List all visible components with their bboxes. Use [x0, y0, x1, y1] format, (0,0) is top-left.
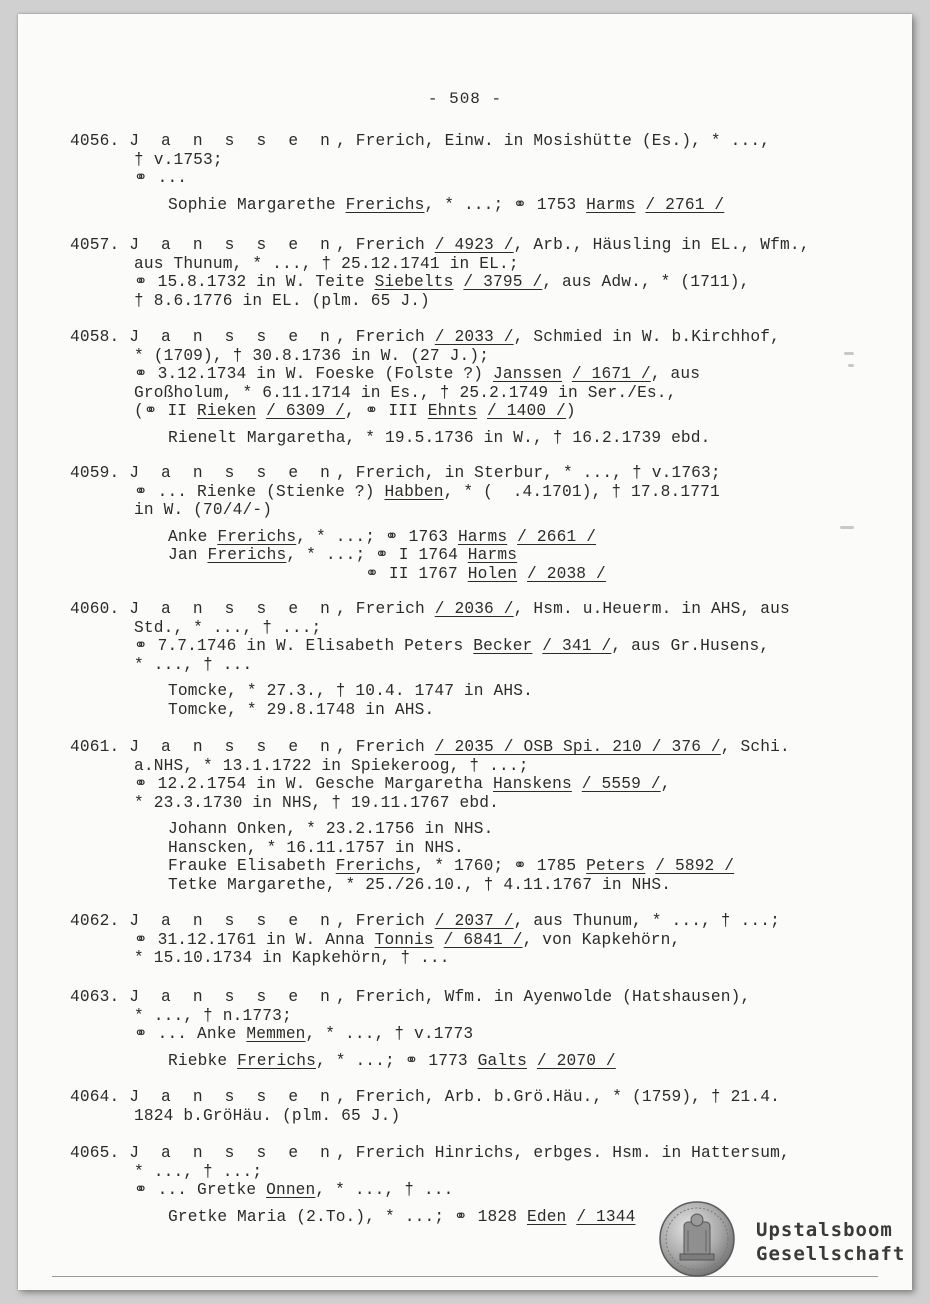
text-segment: Sophie Margarethe — [168, 195, 346, 214]
text-segment: 4061. — [70, 738, 130, 756]
child-line — [70, 701, 860, 720]
text-segment: ⚭ ... Anke — [134, 1025, 247, 1043]
entry-line — [70, 1107, 860, 1126]
reference-link-text: Harms — [457, 527, 508, 546]
entry-line — [70, 483, 860, 502]
text-segment: 4063. — [70, 988, 130, 1006]
entry-line — [70, 402, 860, 421]
reference-link-text: / 2036 / — [434, 600, 514, 618]
text-segment: * 23.3.1730 in NHS, † 19.11.1767 ebd. — [134, 793, 499, 812]
text-segment: , Frerich, in Sterbur, * ..., † v.1763; — [336, 464, 721, 482]
text-segment: * (1709), † 30.8.1736 in W. (27 J.); — [134, 346, 490, 365]
text-segment: , * ...; ⚭ 1763 — [296, 527, 458, 546]
entry-line — [70, 169, 860, 188]
genealogy-entry — [70, 328, 860, 447]
entry-line — [70, 384, 860, 403]
text-segment: , Arb., Häusling in EL., Wfm., — [513, 236, 810, 254]
entry-heading-line — [70, 1088, 860, 1107]
text-segment: , Frerich, Wfm. in Ayenwolde (Hatshausen), — [336, 988, 751, 1006]
reference-link-text: / 5892 / — [655, 857, 735, 875]
reference-link-text: / 2033 / — [434, 328, 514, 346]
entry-line — [70, 365, 860, 384]
reference-link-text: / 1671 / — [571, 365, 651, 383]
text-segment: 4059. — [70, 464, 130, 482]
text-segment: , Frerich — [336, 236, 435, 254]
surname-spaced: J a n s s e n — [129, 464, 337, 482]
surname-spaced: J a n s s e n — [129, 328, 337, 346]
entry-line — [70, 151, 860, 170]
entry-line — [70, 949, 860, 968]
text-segment: ⚭ ... Gretke — [134, 1181, 267, 1199]
text-segment — [532, 637, 542, 655]
entry-line — [70, 619, 860, 638]
text-segment: , aus Gr.Husens, — [611, 637, 770, 655]
child-line — [70, 839, 860, 858]
reference-link-text: Tonnis — [374, 930, 434, 949]
reference-link-text: Habben — [384, 482, 444, 501]
reference-link-text: Frerichs — [237, 1051, 316, 1070]
reference-link-text: Frerichs — [207, 546, 287, 564]
child-line — [70, 196, 860, 215]
text-segment: 4065. — [70, 1144, 130, 1162]
text-segment: Johann Onken, * 23.2.1756 in NHS. — [168, 820, 494, 838]
surname-spaced: J a n s s e n — [129, 1144, 337, 1162]
text-segment: , aus Thunum, * ..., † ...; — [513, 912, 780, 930]
text-segment: † 8.6.1776 in EL. (plm. 65 J.) — [134, 291, 430, 310]
entry-heading-line — [70, 328, 860, 347]
entry-heading-line — [70, 132, 860, 151]
genealogy-entry — [70, 738, 860, 894]
text-segment: , * ( .4.1701), † 17.8.1771 — [443, 482, 720, 501]
reference-link-text: Janssen — [492, 365, 563, 383]
reference-link-text: / 5559 / — [581, 775, 661, 793]
text-segment: Tetke Margarethe, * 25./26.10., † 4.11.1767 in NHS. — [168, 875, 672, 894]
reference-link-text: / 2761 / — [645, 195, 725, 214]
entry-line — [70, 1163, 860, 1182]
surname-spaced: J a n s s e n — [129, 1088, 337, 1106]
watermark-logo — [658, 1200, 908, 1280]
text-segment: , Frerich — [336, 328, 435, 346]
scan-smudge — [844, 352, 854, 355]
genealogy-entry — [70, 600, 860, 719]
text-segment: ⚭ 7.7.1746 in W. Elisabeth Peters — [134, 637, 474, 655]
text-segment — [454, 273, 464, 291]
text-segment: 4060. — [70, 600, 130, 618]
page-number: - 508 - — [427, 90, 503, 108]
text-segment: , * 1760; ⚭ 1785 — [414, 857, 587, 875]
scan-smudge — [840, 526, 854, 529]
reference-link-text: / 2661 / — [517, 527, 597, 546]
text-segment: Riebke — [168, 1051, 238, 1070]
text-segment — [566, 1208, 576, 1226]
text-segment: , ⚭ III — [345, 402, 428, 420]
scan-smudge — [848, 364, 854, 367]
text-segment: , * ..., † v.1773 — [305, 1025, 474, 1043]
text-segment: ) — [565, 402, 576, 420]
reference-link-text: Frerichs — [335, 857, 415, 875]
entry-line — [70, 931, 860, 950]
reference-link-text: / 2038 / — [526, 564, 606, 583]
reference-link-text: / 2035 / OSB Spi. 210 / 376 / — [434, 738, 721, 756]
text-segment: , aus — [650, 365, 701, 383]
text-segment — [256, 402, 266, 420]
entry-line — [70, 347, 860, 366]
surname-spaced: J a n s s e n — [129, 236, 337, 254]
text-segment: ⚭ 12.2.1754 in W. Gesche Margaretha — [134, 775, 493, 793]
reference-link-text: / 4923 / — [434, 236, 514, 254]
entry-heading-line — [70, 912, 860, 931]
genealogy-entry — [70, 464, 860, 583]
text-segment: Tomcke, * 27.3., † 10.4. 1747 in AHS. — [168, 682, 533, 700]
reference-link-text: Memmen — [246, 1025, 306, 1043]
text-segment: 4064. — [70, 1088, 130, 1106]
child-line — [70, 820, 860, 839]
child-line — [70, 429, 860, 448]
text-segment — [562, 365, 572, 383]
reference-link-text: Frerichs — [217, 527, 297, 546]
entry-line — [70, 273, 860, 292]
child-line — [70, 565, 860, 584]
reference-link-text: / 2070 / — [536, 1051, 616, 1070]
text-segment: , Schi. — [720, 738, 790, 756]
text-segment: aus Thunum, * ..., † 25.12.1741 in EL.; — [134, 254, 519, 273]
text-segment: , Hsm. u.Heuerm. in AHS, aus — [513, 600, 790, 618]
reference-link-text: / 1400 / — [487, 402, 566, 420]
surname-spaced: J a n s s e n — [129, 132, 337, 150]
surname-spaced: J a n s s e n — [129, 912, 337, 930]
text-segment: 4056. — [70, 132, 130, 150]
upstalsboom-seal-icon — [658, 1200, 736, 1278]
text-segment: * 15.10.1734 in Kapkehörn, † ... — [134, 949, 450, 967]
document-page — [18, 14, 912, 1290]
text-segment: Großholum, * 6.11.1714 in Es., † 25.2.1749 in Ser./Es., — [134, 383, 677, 402]
text-segment: ⚭ 3.12.1734 in W. Foeske (Folste ?) — [134, 365, 493, 383]
reference-link-text: Galts — [477, 1051, 527, 1070]
reference-link-text: / 2037 / — [434, 912, 514, 930]
reference-link-text: / 341 / — [542, 637, 612, 655]
reference-link-text: Holen — [467, 564, 518, 583]
surname-spaced: J a n s s e n — [129, 738, 337, 756]
text-segment — [572, 775, 582, 793]
text-segment: ⚭ II 1767 — [168, 564, 468, 583]
entry-line — [70, 501, 860, 520]
text-segment: ⚭ 31.12.1761 in W. Anna — [134, 930, 375, 949]
text-segment: Std., * ..., † ...; — [134, 618, 322, 637]
text-segment: Rienelt Margaretha, * 19.5.1736 in W., † 16.2.1739 ebd. — [168, 428, 711, 447]
text-segment: * ..., † ... — [134, 655, 253, 674]
text-segment — [434, 931, 444, 949]
text-segment: 4058. — [70, 328, 130, 346]
reference-link-text: / 6841 / — [443, 930, 523, 949]
text-segment: 4062. — [70, 912, 130, 930]
text-segment: , Frerich — [336, 600, 435, 618]
child-line — [70, 682, 860, 701]
text-segment: , Schmied in W. b.Kirchhof, — [513, 328, 780, 346]
text-segment: Gretke Maria (2.To.), * ...; ⚭ 1828 — [168, 1207, 527, 1226]
text-segment: * ..., † ...; — [134, 1162, 263, 1181]
text-segment: , Frerich, Arb. b.Grö.Häu., * (1759), † 21.4. — [336, 1088, 780, 1106]
entry-line — [70, 775, 860, 794]
genealogy-entry — [70, 1088, 860, 1125]
reference-link-text: Harms — [467, 546, 518, 564]
text-segment: , * ...; ⚭ I 1764 — [286, 546, 468, 564]
text-segment: , * ..., † ... — [315, 1181, 454, 1199]
reference-link-text: Hanskens — [492, 775, 572, 793]
reference-link-text: Ehnts — [427, 402, 478, 420]
text-segment: , aus Adw., * (1711), — [542, 273, 750, 291]
text-segment: , Frerich, Einw. in Mosishütte (Es.), * ..., — [336, 132, 771, 150]
entry-line — [70, 656, 860, 675]
entry-line — [70, 1007, 860, 1026]
watermark-line1: Upstalsboom — [756, 1219, 893, 1241]
entry-line — [70, 255, 860, 274]
text-segment: (⚭ II — [134, 402, 198, 420]
entry-heading-line — [70, 236, 860, 255]
text-segment — [517, 565, 527, 583]
entry-line — [70, 1025, 860, 1044]
text-segment — [507, 528, 517, 546]
reference-link-text: Harms — [586, 195, 636, 214]
text-segment: , Frerich — [336, 912, 435, 930]
text-segment: * ..., † n.1773; — [134, 1006, 292, 1025]
reference-link-text: / 1344 — [576, 1207, 636, 1226]
reference-link-text: Frerichs — [345, 195, 425, 214]
text-segment: Frauke Elisabeth — [168, 857, 336, 875]
child-line — [70, 546, 860, 565]
text-segment: in W. (70/4/-) — [134, 501, 273, 519]
entry-heading-line — [70, 738, 860, 757]
reference-link-text: Peters — [586, 857, 646, 875]
text-segment: Tomcke, * 29.8.1748 in AHS. — [168, 700, 435, 719]
reference-link-text: / 6309 / — [266, 402, 346, 420]
text-segment: 4057. — [70, 236, 130, 254]
text-segment: , Frerich — [336, 738, 435, 756]
text-segment — [527, 1052, 537, 1070]
text-segment: a.NHS, * 13.1.1722 in Spiekeroog, † ...; — [134, 756, 529, 775]
text-segment — [477, 402, 487, 420]
text-segment: † v.1753; — [134, 150, 223, 169]
entry-heading-line — [70, 988, 860, 1007]
text-segment: , * ...; ⚭ 1753 — [424, 195, 587, 214]
reference-link-text: Eden — [526, 1207, 567, 1226]
child-line — [70, 857, 860, 876]
text-segment: Hanscken, * 16.11.1757 in NHS. — [168, 838, 464, 857]
entry-heading-line — [70, 1144, 860, 1163]
child-line — [70, 528, 860, 547]
text-segment — [636, 196, 646, 214]
genealogy-entry — [70, 912, 860, 968]
entry-heading-line — [70, 600, 860, 619]
genealogy-entry — [70, 988, 860, 1070]
child-line — [70, 876, 860, 895]
text-segment: Anke — [168, 527, 218, 546]
entry-heading-line — [70, 464, 860, 483]
surname-spaced: J a n s s e n — [129, 988, 337, 1006]
text-segment: , * ...; ⚭ 1773 — [315, 1051, 478, 1070]
text-segment: , Frerich Hinrichs, erbges. Hsm. in Hattersum, — [336, 1144, 790, 1162]
text-segment: ⚭ 15.8.1732 in W. Teite — [134, 273, 375, 291]
reference-link-text: Rieken — [197, 402, 257, 420]
text-segment: Jan — [168, 546, 208, 564]
text-segment: ⚭ ... — [134, 169, 188, 187]
text-segment: , — [660, 775, 671, 793]
text-segment: , von Kapkehörn, — [522, 930, 681, 949]
genealogy-entry — [70, 132, 860, 214]
surname-spaced: J a n s s e n — [129, 600, 337, 618]
child-line — [70, 1052, 860, 1071]
entry-line — [70, 292, 860, 311]
reference-link-text: Onnen — [266, 1181, 316, 1199]
entry-line — [70, 637, 860, 656]
text-segment — [645, 857, 655, 875]
text-segment: ⚭ ... Rienke (Stienke ?) — [134, 482, 385, 501]
text-segment: 1824 b.GröHäu. (plm. 65 J.) — [134, 1106, 401, 1125]
reference-link-text: Becker — [473, 637, 533, 655]
entry-line — [70, 1181, 860, 1200]
reference-link-text: / 3795 / — [463, 273, 543, 291]
watermark-line2: Gesellschaft — [756, 1243, 906, 1265]
reference-link-text: Siebelts — [374, 273, 454, 291]
entry-line — [70, 757, 860, 776]
entry-line — [70, 794, 860, 813]
genealogy-entry — [70, 236, 860, 310]
